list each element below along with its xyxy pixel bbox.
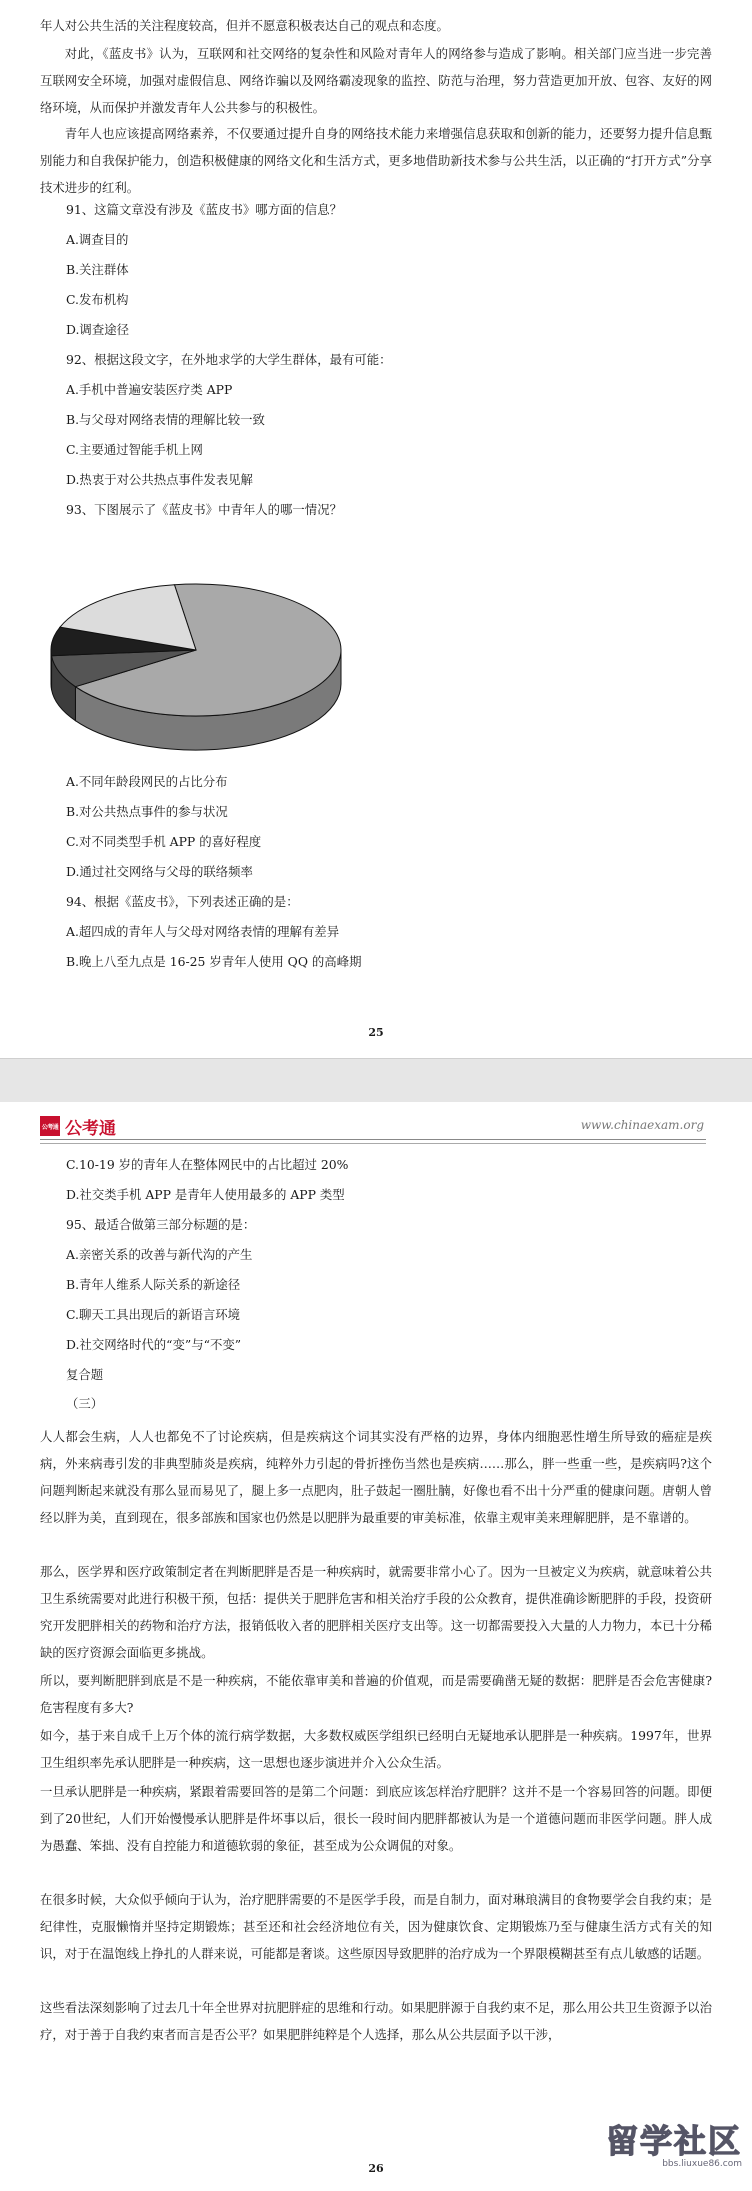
pie-tops xyxy=(51,584,341,716)
question-92-option-c: C.主要通过智能手机上网 xyxy=(66,442,203,457)
page-25 xyxy=(0,0,752,1058)
question-92-stem: 92、根据这段文字，在外地求学的大学生群体，最有可能： xyxy=(66,352,392,367)
page-number: 25 xyxy=(368,1026,384,1039)
question-94-option-c: C.10-19 岁的青年人在整体网民中的占比超过 20% xyxy=(66,1157,349,1172)
question-95-option-b: B.青年人维系人际关系的新途径 xyxy=(66,1277,241,1292)
watermark-url: bbs.liuxue86.com xyxy=(662,2159,742,2169)
page-separator xyxy=(0,1058,752,1104)
question-95-option-c: C.聊天工具出现后的新语言环境 xyxy=(66,1307,241,1322)
question-93-option-b: B.对公共热点事件的参与状况 xyxy=(66,804,228,819)
question-91-option-d: D.调查途径 xyxy=(66,322,129,337)
question-93-option-a: A.不同年龄段网民的占比分布 xyxy=(66,774,228,789)
paragraph-who-recognition: 如今，基于来自成千上万个体的流行病学数据，大多数权威医学组织已经明白无疑地承认肥胖是一种疾病。1997年，世界卫生组织率先承认肥胖是一种疾病，这一思想也逐步演进并介入公众生活。 xyxy=(40,1728,712,1770)
paragraph-treatment-question: 一旦承认肥胖是一种疾病，紧跟着需要回答的是第二个问题：到底应该怎样治疗肥胖？这并不是一个容易回答的问题。即便到了20世纪，人们开始慢慢承认肥胖是件坏事以后，很长一段时间内肥胖都被认为是一个道德问题而非医学问题。胖人成为愚蠢、笨拙、没有自控能力和道德软弱的象征，甚至成为公众调侃的对象。 xyxy=(40,1784,712,1853)
question-92-option-b: B.与父母对网络表情的理解比较一致 xyxy=(66,412,265,427)
paragraph-data-needed: 所以，要判断肥胖到底是不是一种疾病，不能依靠审美和普遍的价值观，而是需要确凿无疑的数据：肥胖是否会危害健康?危害程度有多大? xyxy=(40,1673,712,1715)
logo-text: 公考通 xyxy=(65,1118,116,1139)
question-95-stem: 95、最适合做第三部分标题的是： xyxy=(66,1217,256,1232)
question-93-option-d: D.通过社交网络与父母的联络频率 xyxy=(66,864,253,879)
question-95-option-d: D.社交网络时代的“变”与“不变” xyxy=(66,1337,242,1352)
page-number: 26 xyxy=(368,2162,384,2175)
question-93-stem: 93、下图展示了《蓝皮书》中青年人的哪一情况？ xyxy=(66,502,342,517)
question-91-stem: 91、这篇文章没有涉及《蓝皮书》哪方面的信息？ xyxy=(66,202,342,217)
paragraph-youth-literacy: 青年人也应该提高网络素养，不仅要通过提升自身的网络技术能力来增强信息获取和创新的能力，还要努力提升信息甄别能力和自我保护能力，创造积极健康的网络文化和生活方式，更多地借助新技术参与公共生活，以正确的“打开方式”分享技术进步的红利。 xyxy=(40,126,712,195)
question-95-option-a: A.亲密关系的改善与新代沟的产生 xyxy=(66,1247,253,1262)
question-92-option-d: D.热衷于对公共热点事件发表见解 xyxy=(66,472,253,487)
question-92-option-a: A.手机中普遍安装医疗类 APP xyxy=(66,382,233,397)
question-94-stem: 94、根据《蓝皮书》，下列表述正确的是： xyxy=(66,894,299,909)
question-91-option-a: A.调查目的 xyxy=(66,232,129,247)
header-url: www.chinaexam.org xyxy=(580,1118,704,1132)
watermark xyxy=(592,2123,742,2177)
header-rule-thin xyxy=(40,1143,706,1144)
paragraph-public-view: 在很多时候，大众似乎倾向于认为，治疗肥胖需要的不是医学手段，而是自制力，面对琳琅满目的食物要学会自我约束；是纪律性，克服懒惰并坚持定期锻炼；甚至还和社会经济地位有关，因为健康饮食、定期锻炼乃至与健康生活方式有关的知识，对于在温饱线上挣扎的人群来说，可能都是奢谈。这些原因导致肥胖的治疗成为一个界限模糊甚至有点儿敏感的话题。 xyxy=(40,1892,712,1961)
question-94-option-a: A.超四成的青年人与父母对网络表情的理解有差异 xyxy=(66,924,340,939)
logo-mark: 公考通 xyxy=(40,1116,60,1136)
pie-chart-svg xyxy=(36,572,356,760)
question-91-option-c: C.发布机构 xyxy=(66,292,129,307)
paragraph-lanpishu-view: 对此，《蓝皮书》认为，互联网和社交网络的复杂性和风险对青年人的网络参与造成了影响。相关部门应当进一步完善互联网安全环境，加强对虚假信息、网络诈骗以及网络霸凌现象的监控、防范与治理，努力营造更加开放、包容、友好的网络环境，从而保护并激发青年人公共参与的积极性。 xyxy=(40,46,712,115)
question-94-option-b: B.晚上八至九点是 16-25 岁青年人使用 QQ 的高峰期 xyxy=(66,954,362,969)
question-93-option-c: C.对不同类型手机 APP 的喜好程度 xyxy=(66,834,262,849)
pie-chart xyxy=(36,572,356,760)
paragraph-continuation: 年人对公共生活的关注程度较高，但并不愿意积极表达自己的观点和态度。 xyxy=(40,18,449,33)
section-title: 复合题 xyxy=(66,1367,104,1382)
header-logo xyxy=(40,1115,116,1137)
paragraph-obesity-intro: 人人都会生病，人人也都免不了讨论疾病，但是疾病这个词其实没有严格的边界，身体内细胞恶性增生所导致的癌症是疾病，外来病毒引发的非典型肺炎是疾病，纯粹外力引起的骨折挫伤当然也是疾病……那么，胖一些重一些，是疾病吗?这个问题判断起来就没有那么显而易见了，腿上多一点肥肉，肚子鼓起一圈肚腩，好像也看不出十分严重的健康问题。唐朝人曾经以胖为美，直到现在，很多部族和国家也仍然是以肥胖为最重要的审美标准，依靠主观审美来理解肥胖，是不靠谱的。 xyxy=(40,1429,712,1525)
question-91-option-b: B.关注群体 xyxy=(66,262,129,277)
section-number: （三） xyxy=(66,1396,104,1411)
header-rule xyxy=(40,1139,706,1140)
page-26 xyxy=(0,1102,752,2191)
watermark-logo: 留学社区 xyxy=(605,2122,742,2160)
paragraph-impact: 这些看法深刻影响了过去几十年全世界对抗肥胖症的思维和行动。如果肥胖源于自我约束不足，那么用公共卫生资源予以治疗，对于善于自我约束者而言是否公平？如果肥胖纯粹是个人选择，那么从公共层面予以干涉， xyxy=(40,2000,712,2042)
question-94-option-d: D.社交类手机 APP 是青年人使用最多的 APP 类型 xyxy=(66,1187,345,1202)
paragraph-medical-policy: 那么，医学界和医疗政策制定者在判断肥胖是否是一种疾病时，就需要非常小心了。因为一旦被定义为疾病，就意味着公共卫生系统需要对此进行积极干预，包括：提供关于肥胖危害和相关治疗手段的公众教育，提供准确诊断肥胖的手段，投资研究开发肥胖相关的药物和治疗方法，报销低收入者的肥胖相关医疗支出等。这一切都需要投入大量的人力物力，本已十分稀缺的医疗资源会面临更多挑战。 xyxy=(40,1564,712,1660)
